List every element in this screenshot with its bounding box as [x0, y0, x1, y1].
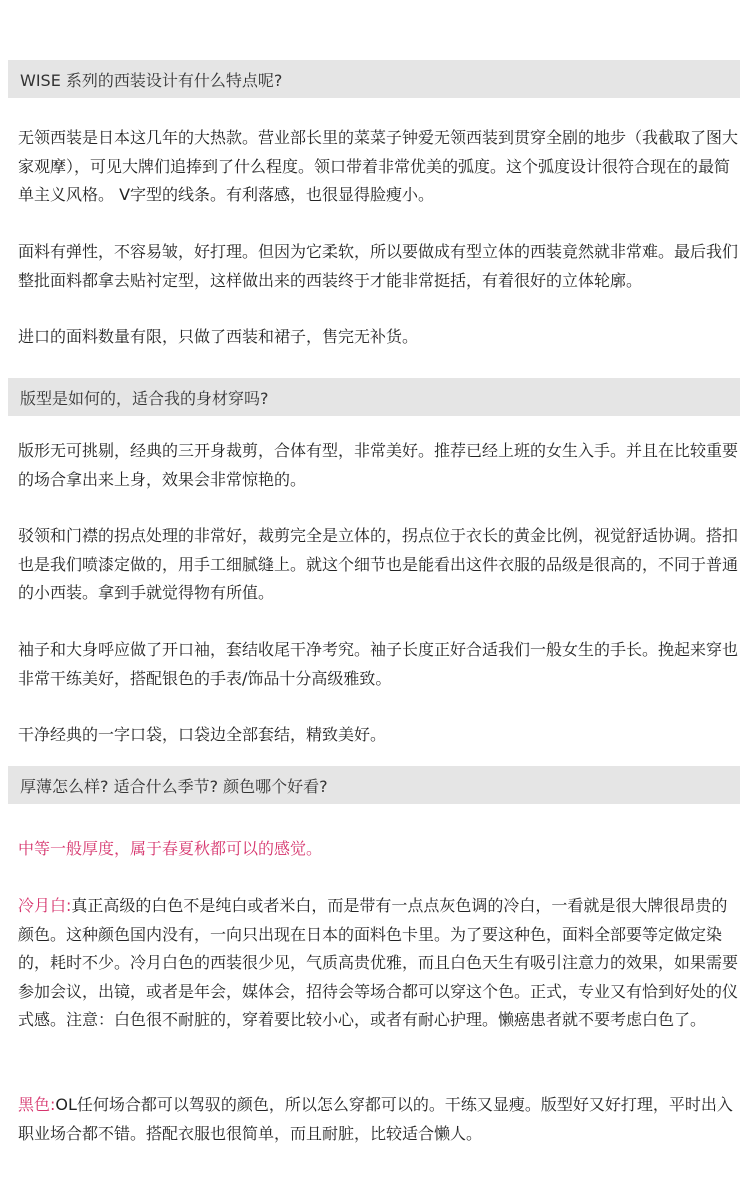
paragraph: 袖子和大身呼应做了开口袖，套结收尾干净考究。袖子长度正好合适我们一般女生的手长。挽起来穿也非常干练美好，搭配银色的手表/饰品十分高级雅致。 [18, 640, 739, 688]
section-header-fabric [8, 766, 740, 804]
section-title: WISE 系列的西装设计有什么特点呢? [20, 70, 283, 90]
section-title: 厚薄怎么样? 适合什么季节? 颜色哪个好看? [20, 776, 328, 796]
color-label: 冷月白: [18, 896, 72, 915]
color-text: OL任何场合都可以驾驭的颜色，所以怎么穿都可以的。干练又显瘦。版型好又好打理，平时出入职业场合都不错。搭配衣服也很简单，而且耐脏，比较适合懒人。 [18, 1095, 733, 1143]
color-description-black [18, 1091, 740, 1148]
section-header-fit [8, 378, 740, 416]
section-header-design [8, 60, 740, 98]
paragraph: 无领西装是日本这几年的大热款。营业部长里的菜菜子钟爱无领西装到贯穿全剧的地步（我截取了图大家观摩），可见大牌们追捧到了什么程度。领口带着非常优美的弧度。这个弧度设计很符合现在的最简单主义风格。 V字型的线条。有利落感，也很显得脸瘦小。 [18, 128, 739, 204]
section-title: 版型是如何的，适合我的身材穿吗? [20, 388, 269, 408]
paragraph: 驳领和门襟的拐点处理的非常好，裁剪完全是立体的，拐点位于衣长的黄金比例，视觉舒适协调。搭扣也是我们喷漆定做的，用手工细腻缝上。就这个细节也是能看出这件衣服的品级是很高的，不同于普通的小西装。拿到手就觉得物有所值。 [18, 526, 739, 602]
paragraph: 版形无可挑剔，经典的三开身裁剪，合体有型，非常美好。推荐已经上班的女生入手。并且在比较重要的场合拿出来上身，效果会非常惊艳的。 [18, 441, 739, 489]
color-description-white [18, 892, 740, 1035]
paragraph: 进口的面料数量有限，只做了西装和裙子，售完无补货。 [18, 327, 419, 346]
thickness-highlight: 中等一般厚度，属于春夏秋都可以的感觉。 [18, 839, 323, 858]
color-text: 真正高级的白色不是纯白或者米白，而是带有一点点灰色调的冷白，一看就是很大牌很昂贵的颜色。这种颜色国内没有，一向只出现在日本的面料色卡里。为了要这种色，面料全部要等定做定染的，耗时不少。冷月白色的西装很少见，气质高贵优雅，而且白色天生有吸引注意力的效果，如果需要参加会议，出镜，或者是年会，媒体会，招待会等场合都可以穿这个色。正式，专业又有恰到好处的仪式感。注意：白色很不耐脏的，穿着要比较小心，或者有耐心护理。懒癌患者就不要考虑白色了。 [18, 896, 739, 1029]
paragraph: 面料有弹性，不容易皱，好打理。但因为它柔软，所以要做成有型立体的西装竟然就非常难。最后我们整批面料都拿去贴衬定型，这样做出来的西装终于才能非常挺括，有着很好的立体轮廓。 [18, 242, 739, 290]
paragraph: 干净经典的一字口袋，口袋边全部套结，精致美好。 [18, 725, 387, 744]
color-label: 黑色: [18, 1095, 56, 1114]
